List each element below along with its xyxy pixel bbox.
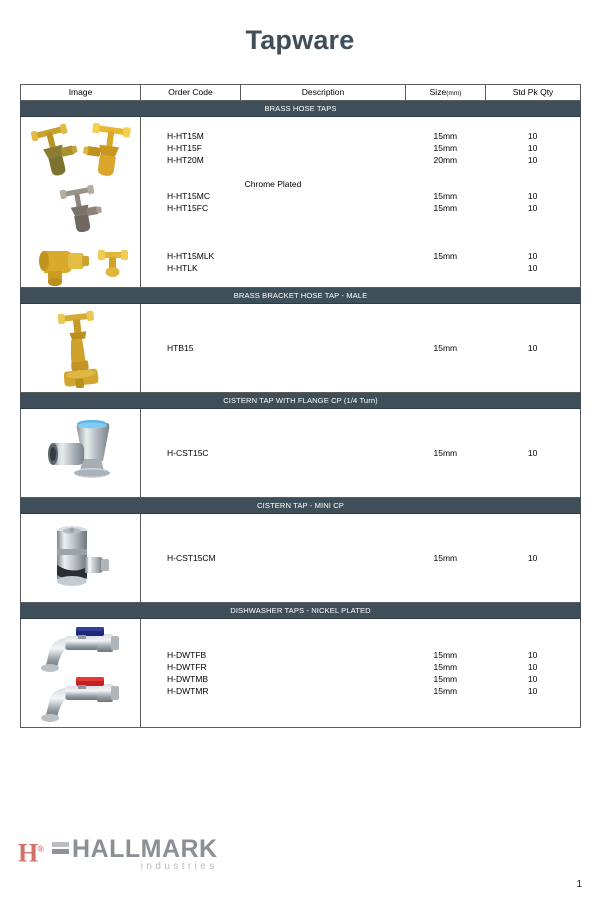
product-details-cell — [141, 514, 581, 603]
column-header-image: Image — [21, 85, 141, 101]
table-row — [21, 304, 581, 393]
column-header-description: Description — [241, 85, 406, 101]
logo-bar-light — [52, 842, 69, 847]
list-item — [141, 262, 580, 274]
section-header-cell — [21, 288, 581, 304]
product-image-cell — [21, 514, 141, 603]
size-value: 20mm — [433, 155, 458, 165]
order-code: H-CST15CM — [167, 553, 216, 563]
product-image-cell — [21, 409, 141, 498]
qty-value: 10 — [527, 203, 538, 213]
qty-value: 10 — [527, 131, 538, 141]
size-value: 15mm — [433, 553, 458, 563]
section-header-row — [21, 288, 581, 304]
section-header-row — [21, 101, 581, 117]
product-lines-group-4 — [141, 649, 580, 697]
brass-hose-tap-gold-icon — [83, 117, 135, 179]
qty-value: 10 — [527, 143, 538, 153]
size-value: 15mm — [433, 143, 458, 153]
qty-value: 10 — [527, 263, 538, 273]
product-image-cell — [21, 619, 141, 728]
company-logo — [18, 836, 218, 872]
catalog-table-wrap — [20, 84, 580, 728]
list-item — [141, 447, 580, 459]
product-details-cell — [141, 619, 581, 728]
spacer — [141, 238, 580, 250]
qty-value: 10 — [527, 553, 538, 563]
logo-company-name: HALLMARK — [71, 835, 218, 863]
section-header-row — [21, 393, 581, 409]
product-lines-group-1 — [141, 342, 580, 354]
list-item — [141, 250, 580, 262]
qty-value: 10 — [527, 191, 538, 201]
list-item — [141, 685, 580, 697]
product-details-cell — [141, 304, 581, 393]
product-lines-group-2 — [141, 447, 580, 459]
cistern-tap-mini-photo — [21, 519, 140, 597]
section-title: BRASS BRACKET HOSE TAP - MALE — [233, 291, 368, 300]
cistern-tap-flange-icon — [43, 413, 119, 493]
order-code: HTB15 — [167, 343, 194, 353]
brass-hose-taps-photo — [21, 117, 140, 287]
brass-bracket-hose-tap-photo — [21, 308, 140, 388]
list-item — [141, 142, 580, 154]
brass-bracket-hose-tap-icon — [44, 308, 118, 388]
list-item — [141, 202, 580, 214]
size-value: 15mm — [433, 674, 458, 684]
list-item — [141, 154, 580, 166]
brass-hose-tap-dark-icon — [27, 117, 79, 179]
order-code: H-DWTMB — [167, 674, 209, 684]
spacer — [141, 166, 580, 178]
logo-bar-dark — [52, 849, 69, 854]
size-value: 15mm — [433, 448, 458, 458]
size-value: 15mm — [433, 203, 458, 213]
section-header-cell — [21, 101, 581, 117]
list-item — [141, 661, 580, 673]
size-value: 15mm — [433, 191, 458, 201]
table-row — [21, 409, 581, 498]
list-item — [141, 649, 580, 661]
size-value: 15mm — [433, 650, 458, 660]
product-details-cell — [141, 409, 581, 498]
order-code: H-HT15F — [167, 143, 202, 153]
logo-text-block — [72, 836, 218, 872]
table-row — [21, 117, 581, 288]
list-item — [141, 552, 580, 564]
size-unit-label: (mm) — [446, 89, 462, 97]
size-value: 15mm — [433, 662, 458, 672]
qty-value: 10 — [527, 448, 538, 458]
cistern-tap-with-flange-photo — [21, 413, 140, 493]
qty-value: 10 — [527, 686, 538, 696]
logo-bars-icon — [52, 842, 69, 854]
column-header-std-pk-qty: Std Pk Qty — [486, 85, 581, 101]
section-title: CISTERN TAP WITH FLANGE CP (1/4 Turn) — [223, 396, 378, 405]
order-code: H-HT15MC — [167, 191, 210, 201]
size-value: 15mm — [433, 251, 458, 261]
chrome-plated-hose-tap-icon — [57, 181, 105, 237]
section-title: CISTERN TAP - MINI CP — [257, 501, 344, 510]
product-lines-group-0 — [141, 130, 580, 274]
brass-tap-handle-icon — [98, 246, 128, 280]
size-value: 15mm — [433, 343, 458, 353]
section-title: DISHWASHER TAPS - NICKEL PLATED — [230, 606, 371, 615]
page-title: Tapware — [245, 25, 355, 55]
order-code: H-DWTFB — [167, 650, 207, 660]
qty-value: 10 — [527, 251, 538, 261]
dishwasher-tap-red-icon — [35, 674, 127, 722]
spacer — [141, 226, 580, 238]
order-code: H-HT20M — [167, 155, 204, 165]
section-header-row — [21, 498, 581, 514]
table-row — [21, 514, 581, 603]
qty-value: 10 — [527, 650, 538, 660]
order-code: H-DWTMR — [167, 686, 209, 696]
section-header-row — [21, 603, 581, 619]
brass-lockable-hose-tap-icon — [34, 239, 94, 287]
table-row — [21, 619, 581, 728]
qty-value: 10 — [527, 674, 538, 684]
size-value: 15mm — [433, 686, 458, 696]
list-item — [141, 190, 580, 202]
column-header-order-code: Order Code — [141, 85, 241, 101]
product-lines-group-3 — [141, 552, 580, 564]
section-title: BRASS HOSE TAPS — [264, 104, 337, 113]
header-row — [21, 85, 581, 101]
description-note: Chrome Plated — [244, 179, 302, 189]
logo-monogram-icon: H® — [18, 838, 43, 868]
qty-value: 10 — [527, 662, 538, 672]
section-header-cell — [21, 498, 581, 514]
table-header — [21, 85, 581, 101]
list-item — [141, 673, 580, 685]
page-footer — [0, 824, 600, 904]
dishwasher-tap-blue-icon — [35, 624, 127, 672]
page-number: 1 — [576, 879, 582, 890]
order-code: H-HTLK — [167, 263, 198, 273]
cistern-tap-mini-icon — [48, 519, 114, 597]
list-item — [141, 130, 580, 142]
logo-trademark-icon: ® — [37, 844, 43, 854]
qty-value: 10 — [527, 343, 538, 353]
logo-company-subtitle: industries — [140, 861, 218, 872]
product-details-cell — [141, 117, 581, 288]
section-header-cell — [21, 393, 581, 409]
size-value: 15mm — [433, 131, 458, 141]
order-code: H-HT15MLK — [167, 251, 215, 261]
product-image-cell — [21, 304, 141, 393]
column-header-size: Size(mm) — [406, 85, 486, 101]
spacer — [141, 214, 580, 226]
qty-value: 10 — [527, 155, 538, 165]
section-header-cell — [21, 603, 581, 619]
order-code: H-DWTFR — [167, 662, 207, 672]
catalog-table — [20, 84, 581, 728]
list-item — [141, 342, 580, 354]
order-code: H-HT15FC — [167, 203, 209, 213]
order-code: H-CST15C — [167, 448, 209, 458]
dishwasher-taps-photo — [21, 624, 140, 722]
table-body — [21, 101, 581, 728]
product-image-cell — [21, 117, 141, 288]
order-code: H-HT15M — [167, 131, 204, 141]
